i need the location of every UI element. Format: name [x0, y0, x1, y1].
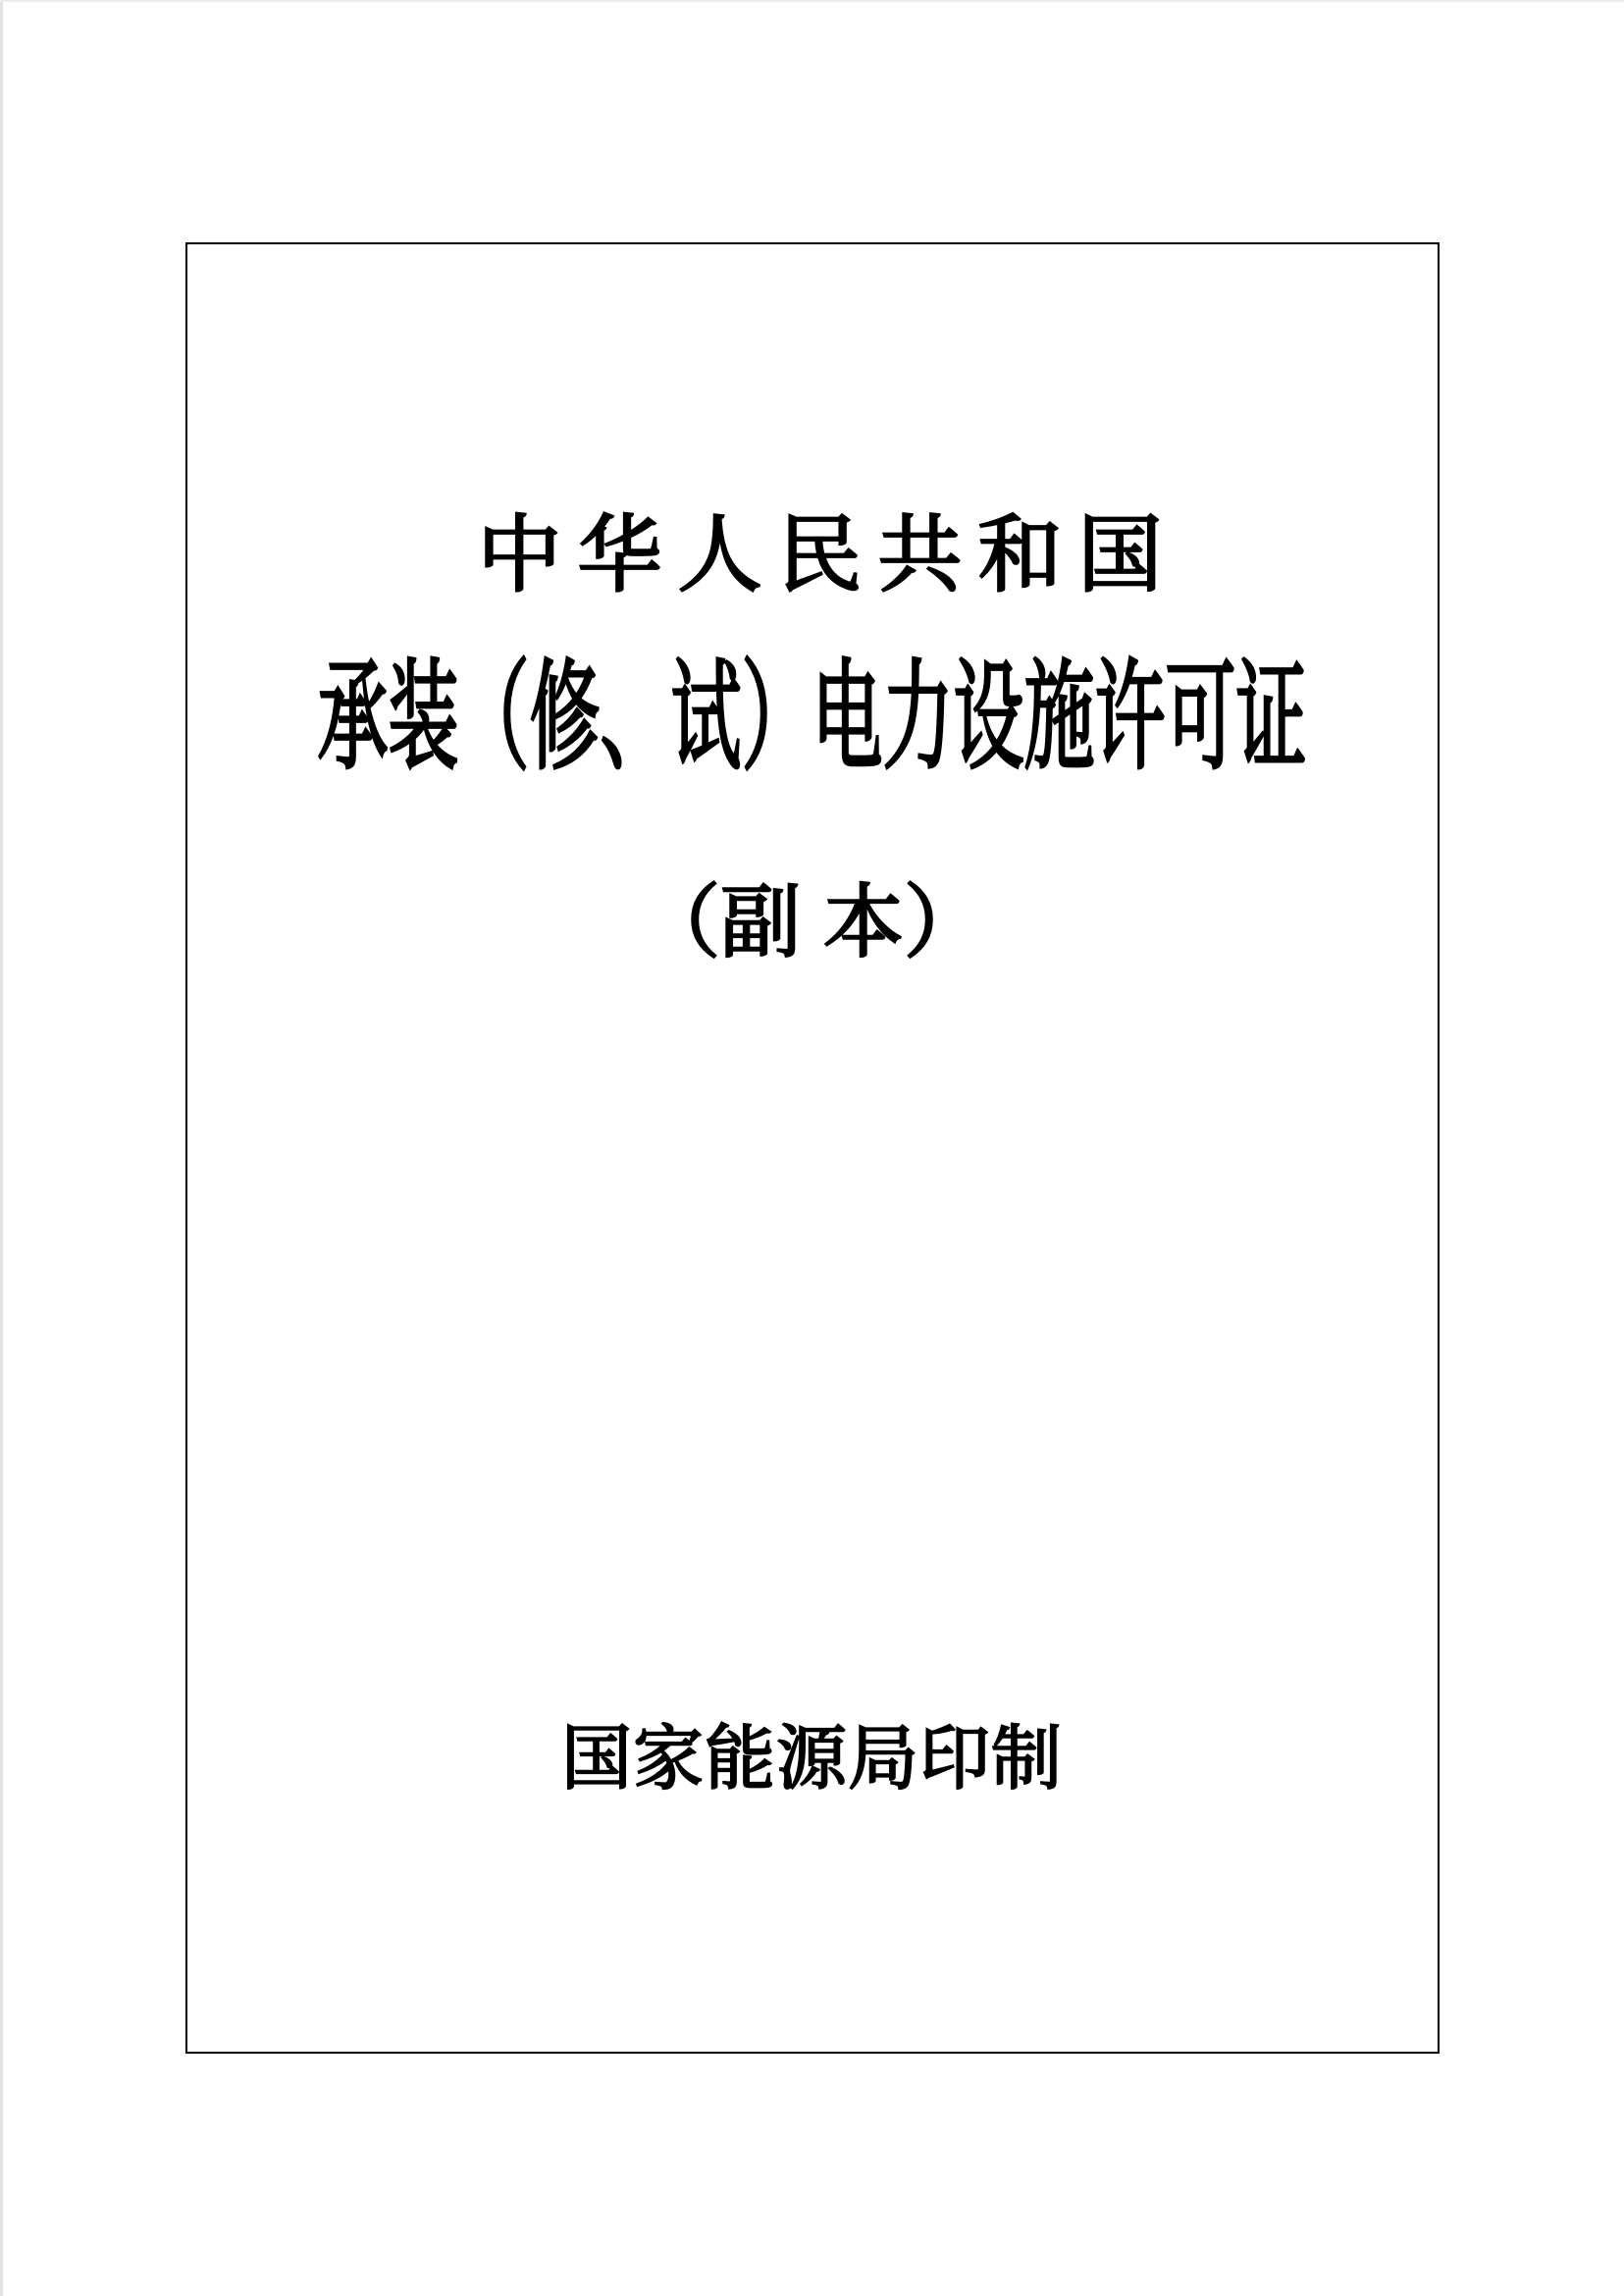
page-left-edge-line: [0, 0, 3, 2296]
country-name: 中华人民共和国: [477, 508, 1179, 602]
copy-type-label: （副 本）: [640, 878, 984, 967]
page-top-edge-line: [0, 0, 1624, 2]
issuer-label: 国家能源局印制: [560, 1720, 1063, 1799]
license-title: 承装（修、试）电力设施许可证: [317, 652, 1307, 785]
